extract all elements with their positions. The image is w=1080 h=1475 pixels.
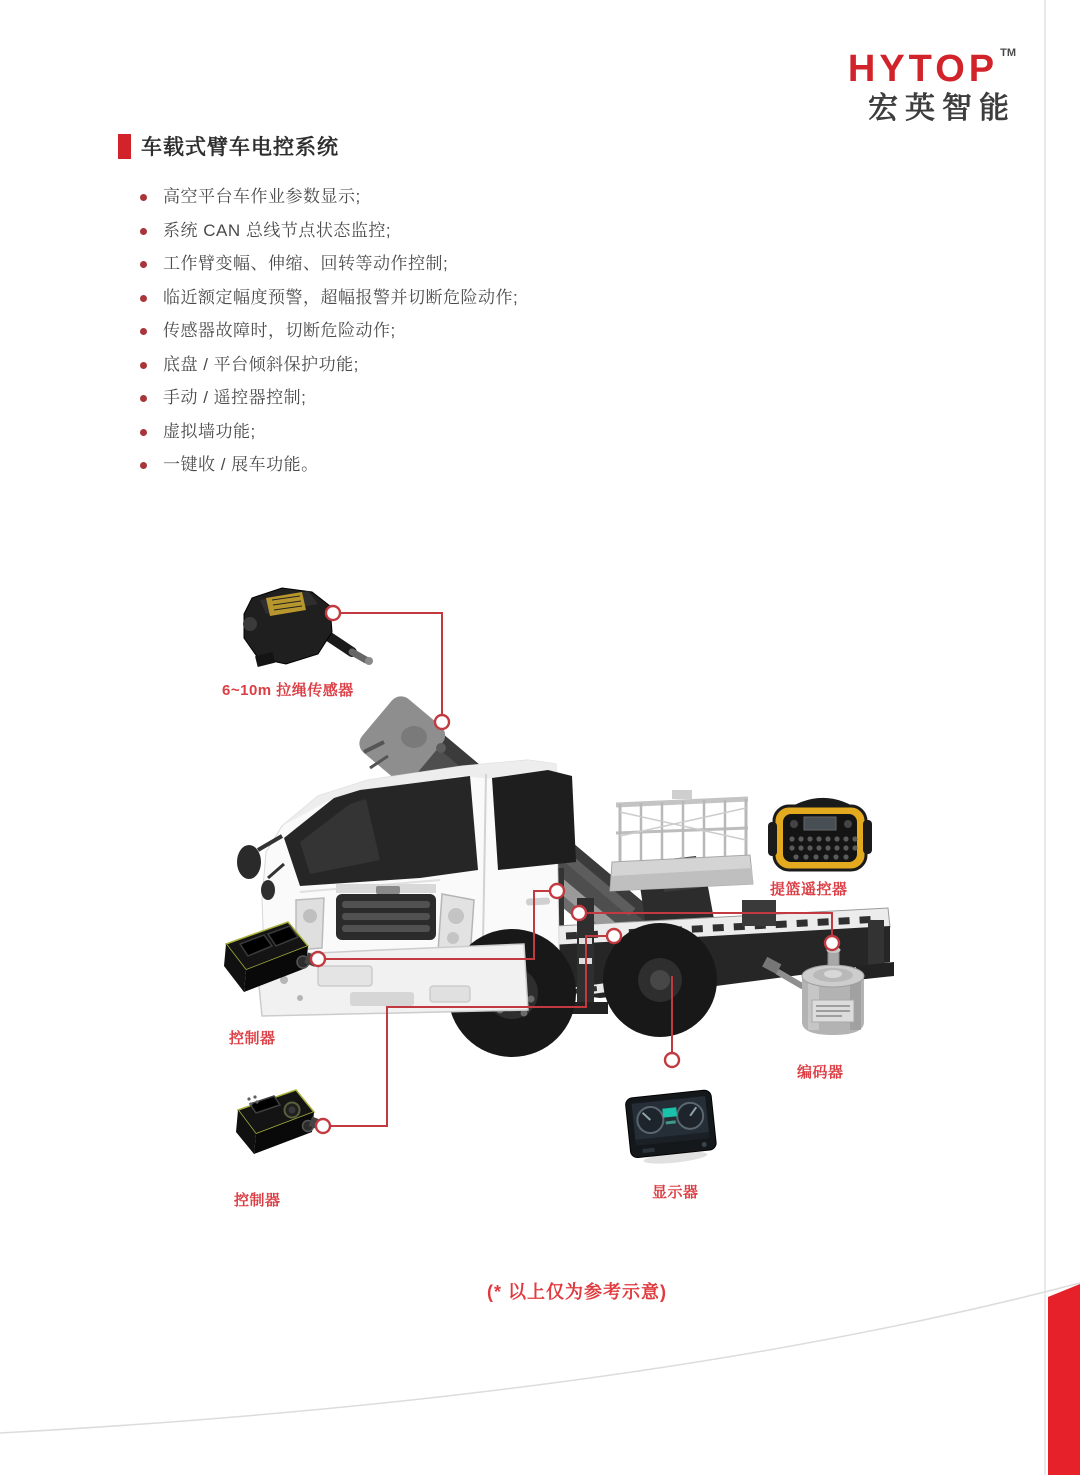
label-display: 显示器 xyxy=(652,1184,699,1201)
feature-item: 手动 / 遥控器控制; xyxy=(163,389,518,407)
display-illustration xyxy=(625,1090,718,1168)
logo-tm-mark: TM xyxy=(1000,47,1016,59)
decorative-red-bar xyxy=(1048,1284,1080,1475)
feature-list xyxy=(163,188,518,490)
label-encoder: 编码器 xyxy=(797,1064,844,1081)
feature-item: 底盘 / 平台倾斜保护功能; xyxy=(163,356,518,374)
basket-remote-illustration xyxy=(768,802,872,870)
connector-rope-sensor xyxy=(340,613,442,714)
label-controller-top: 控制器 xyxy=(229,1030,276,1047)
rope-sensor-illustration xyxy=(243,588,373,667)
bottom-decoration xyxy=(0,1283,1080,1475)
feature-item: 一键收 / 展车功能。 xyxy=(163,456,518,474)
title-marker xyxy=(118,134,131,159)
feature-item: 系统 CAN 总线节点状态监控; xyxy=(163,222,518,240)
feature-item: 虚拟墙功能; xyxy=(163,423,518,441)
controller-illustration-bottom xyxy=(236,1090,322,1154)
footnote: (* 以上仅为参考示意) xyxy=(487,1282,667,1302)
label-basket-remote: 提篮遥控器 xyxy=(770,881,848,898)
decorative-curve xyxy=(0,1283,1080,1433)
label-rope-sensor: 6~10m 拉绳传感器 xyxy=(222,682,354,699)
logo xyxy=(847,47,1016,125)
feature-item: 临近额定幅度预警，超幅报警并切断危险动作; xyxy=(163,287,519,307)
aerial-platform-truck-illustration xyxy=(237,691,894,1057)
page-title: 车载式臂车电控系统 xyxy=(141,136,339,159)
logo-subtitle: 宏英智能 xyxy=(868,92,1016,125)
logo-brand-text: HYTOP xyxy=(847,48,999,90)
feature-item: 传感器故障时，切断危险动作; xyxy=(163,322,518,340)
section-header xyxy=(118,131,339,161)
feature-item: 工作臂变幅、伸缩、回转等动作控制; xyxy=(163,255,518,273)
label-controller-bottom: 控制器 xyxy=(234,1192,281,1209)
basket-illustration xyxy=(610,790,753,891)
feature-item: 高空平台车作业参数显示; xyxy=(163,188,518,206)
